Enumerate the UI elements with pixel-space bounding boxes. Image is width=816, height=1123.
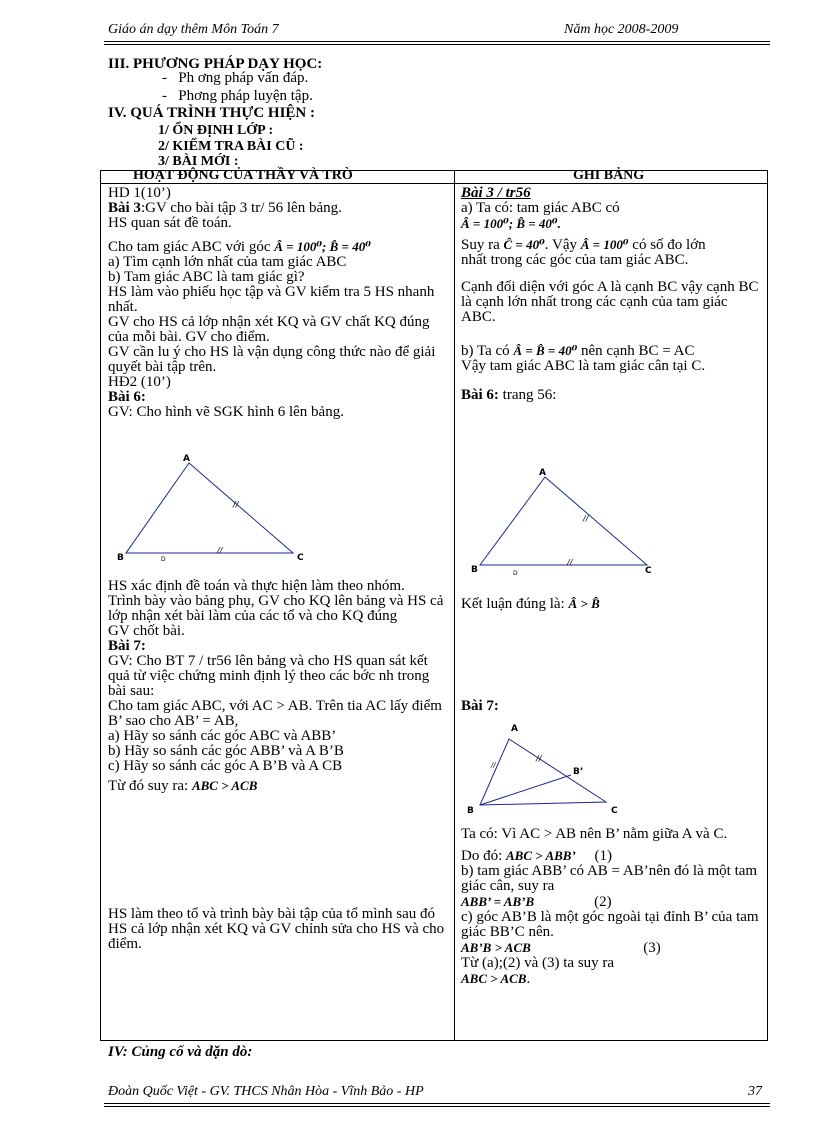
bai6-heading: Bài 6: trang 56: [461,387,557,403]
header-rule [104,41,770,42]
text-line: HS quan sát đề toán. [108,215,232,231]
text-line: GV: Cho BT 7 / tr56 lên bảng và cho HS quan sát kết quả từ việc chứng minh định lý theo các bớc nh trong bài sau: [108,653,430,699]
text-line: c) Hãy so sánh các góc A B’B và A CB [108,758,343,774]
bai6-label: Bài 6: [108,389,146,405]
page-number: 37 [748,1084,762,1099]
section-iii-title: III. PHƯƠNG PHÁP DẠY HỌC: [108,56,323,72]
hd2-label: HĐ2 (10’) [108,374,171,390]
text-line: AB’B > ACB (3) [461,940,661,956]
tick-mark: // [567,558,573,567]
vertex-c-label: C [611,806,618,816]
step-item: 1/ ỔN ĐỊNH LỚP : [158,123,274,138]
text-line: Kết luận đúng là: Â > B̂ [461,596,600,612]
text-line: b) Tam giác ABC là tam giác gì? [108,269,305,285]
math-line: Â = 100⁰; B̂ = 40⁰. [461,216,561,231]
right-conclusion [461,596,765,612]
text-line: Suy ra Ĉ = 40⁰. Vậy Â = 100⁰ có số đo lớn [461,237,706,253]
text-line: Vậy tam giác ABC là tam giác cân tại C. [461,358,706,374]
triangle-figure-6-right [463,463,663,583]
vertex-c-label: C [297,553,304,561]
vertex-b-prime-label: B’ [573,767,584,777]
bai7-heading: Bài 7: [461,698,499,714]
text-line: HS làm theo tổ và trình bày bài tập của tổ mình sau đó HS cả lớp nhận xét KQ và GV chỉnh sửa cho HS và cho điểm. [108,906,445,952]
text-line: Trình bày vào bảng phụ, GV cho KQ lên bảng và HS cả lớp nhận xét bài làm của các tổ và cho KQ đúng [108,593,444,624]
text-line: Ta có: Vì AC > AB nên B’ nằm giữa A và C. [461,826,728,842]
method-item: - Phơng pháp luyện tập. [162,88,313,104]
text-line: Do đó: ABC > ABB’ (1) [461,848,613,864]
text-line: a) Ta có: tam giác ABC có [461,200,620,216]
footer-rule-2 [104,1106,770,1107]
text-line: a) Tìm cạnh lớn nhất của tam giác ABC [108,254,347,270]
tick-mark: // [583,514,589,523]
vertex-a-label: A [539,468,546,478]
text-line: Cho tam giác ABC, với AC > AB. Trên tia AC lấy điểm B’ sao cho AB’ = AB, [108,698,442,729]
section-iv-title: IV. QUÁ TRÌNH THỰC HIỆN : [108,105,315,121]
hd1-label: HD 1(10’) [108,185,171,201]
text-line: Cho tam giác ABC với góc Â = 100⁰; B̂ = 40⁰ [108,239,371,255]
triangle-figure-7 [463,719,633,819]
section-iv-footer-title: IV: Củng cố và dặn dò: [108,1044,253,1060]
text-line: ABC > ACB. [461,971,531,987]
text-line: b) Hãy so sánh các góc ABB’ và A B’B [108,743,344,759]
text-line: nhất trong các góc của tam giác ABC. [461,252,689,268]
tick-mark: // [536,754,542,763]
text-line: Từ đó suy ra: ABC > ACB [108,778,258,794]
step-item: 2/ KIỂM TRA BÀI CŨ : [158,139,304,154]
header-right: Năm học 2008-2009 [564,22,679,37]
text-line: GV cho HS cả lớp nhận xét KQ và GV chất KQ đúng của mỗi bài. GV cho điểm. [108,314,430,345]
step-item: 3/ BÀI MỚI : [158,154,239,169]
bai3-line: Bài 3:GV cho bài tập 3 tr/ 56 lên bảng. [108,200,342,216]
page-header [108,22,768,38]
vertex-b-label: B [117,553,124,561]
bai3-heading: Bài 3 / tr56 [461,185,531,201]
text-line: GV cần lu ý cho HS là vận dụng công thức nào để giải quyết bài tập trên. [108,344,436,375]
text-line: a) Hãy so sánh các góc ABC và ABB’ [108,728,337,744]
footer-rule [104,1103,770,1104]
point-d-label: D [513,570,518,577]
col2-header: GHI BẢNG [573,168,645,183]
triangle-figure-6-left [109,451,309,561]
bai7-label: Bài 7: [108,638,146,654]
tick-mark: // [233,500,239,509]
method-item: - Ph ơng pháp vấn đáp. [162,70,309,86]
text-line: HS xác định đề toán và thực hiện làm theo nhóm. [108,578,405,594]
text-line: c) góc AB’B là một góc ngoài tại đỉnh B’ của tam giác BB’C nên. [461,909,759,940]
tick-mark: // [217,546,223,555]
text-line: b) tam giác ABB’ có AB = AB’nên đó là một tam giác cân, suy ra [461,863,758,894]
text-line: Từ (a);(2) và (3) ta suy ra [461,955,615,971]
right-column-2 [461,827,765,987]
text-line: HS làm vào phiếu học tập và GV kiểm tra 5 HS nhanh nhất. [108,284,435,315]
text-line: GV chốt bài. [108,623,185,639]
text-line: GV: Cho hình vẽ SGK hình 6 lên bảng. [108,404,344,420]
vertex-b-label: B [467,806,474,816]
vertex-a-label: A [183,454,190,464]
col1-header: HOẠT ĐỘNG CỦA THẦY VÀ TRÒ [133,168,353,183]
vertex-c-label: C [645,566,652,576]
header-rule-2 [104,44,770,45]
footer-left: Đoàn Quốc Việt - GV. THCS Nhân Hòa - Vĩnh Bảo - HP [108,1084,424,1099]
left-column-2 [108,579,448,794]
text-line: Cạnh đối diện với góc A là cạnh BC vậy cạnh BC là cạnh lớn nhất trong các cạnh của tam giác ABC. [461,279,759,325]
text-line: ABB’ = AB’B (2) [461,894,612,910]
header-left: Giáo án dạy thêm Môn Toán 7 [108,22,279,37]
tick-mark: // [491,761,496,769]
left-column [108,186,448,420]
point-d-label: D [161,556,166,561]
lesson-table [100,170,768,1041]
vertex-a-label: A [511,724,518,734]
left-column-3 [108,907,448,952]
right-column [461,186,765,403]
text-line: b) Ta có Â = B̂ = 40⁰ nên cạnh BC = AC [461,343,695,359]
page-footer [108,1084,768,1100]
vertex-b-label: B [471,565,478,575]
